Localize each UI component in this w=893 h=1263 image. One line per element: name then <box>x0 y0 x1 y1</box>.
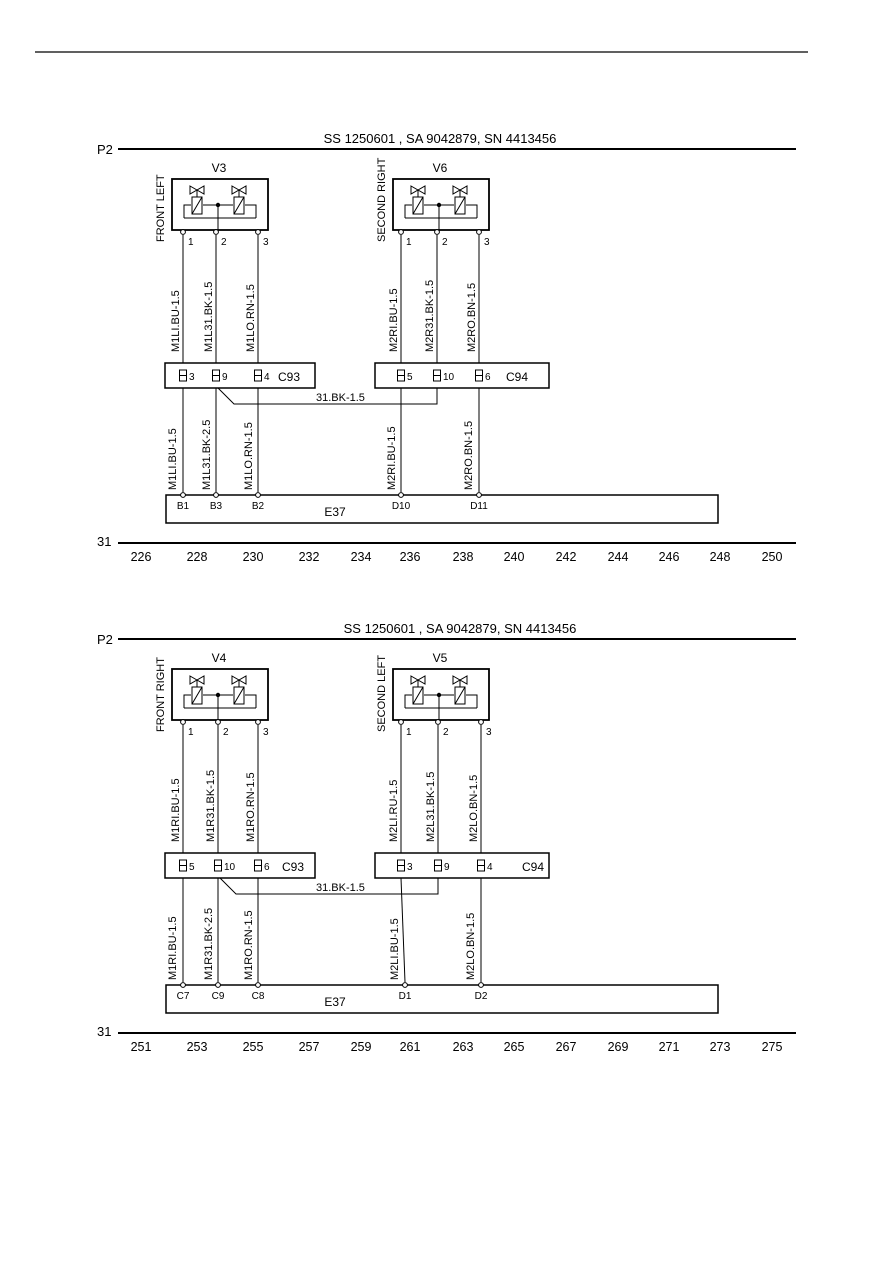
connector-pin-number: 6 <box>485 372 491 383</box>
module-pin <box>436 720 441 725</box>
connector-pin-number: 5 <box>189 862 195 873</box>
rail-bottom-label: 31 <box>97 1024 112 1039</box>
grid-scale-number: 228 <box>186 550 208 564</box>
module-name: V6 <box>432 161 448 175</box>
module-pin <box>399 720 404 725</box>
module-location-label: SECOND LEFT <box>376 654 388 732</box>
wire-label: M1RI.BU-1.5 <box>170 778 182 842</box>
grid-scale-number: 255 <box>242 1040 264 1054</box>
connector-pin-number: 10 <box>224 862 236 873</box>
e37-pin-number: C8 <box>251 991 265 1002</box>
diagram-2 <box>97 621 796 1054</box>
e37-pin <box>399 493 404 498</box>
grid-scale-number: 251 <box>130 1040 152 1054</box>
grid-scale-number: 261 <box>399 1040 421 1054</box>
grid-scale-number: 253 <box>186 1040 208 1054</box>
module-pin-number: 2 <box>221 237 227 248</box>
connector-name: C94 <box>522 860 545 874</box>
connector-name: C93 <box>278 370 301 384</box>
rail-top-label: P2 <box>97 142 113 157</box>
e37-name: E37 <box>324 995 346 1009</box>
connector-pin-number: 5 <box>407 372 413 383</box>
module-pin <box>477 230 482 235</box>
e37-pin <box>214 493 219 498</box>
wire-label: M2RI.BU-1.5 <box>386 426 398 490</box>
wire-label: M1L31.BK-1.5 <box>203 281 215 352</box>
grid-scale-number: 236 <box>399 550 421 564</box>
module-pin-number: 2 <box>442 237 448 248</box>
diagram-title: SS 1250601 , SA 9042879, SN 4413456 <box>323 131 557 146</box>
e37-pin-number: B1 <box>176 501 190 512</box>
e37-pin-number: B3 <box>209 501 223 512</box>
wire-label: M2LO.BN-1.5 <box>465 912 477 980</box>
wire-label: M1RO.RN-1.5 <box>245 772 257 842</box>
module-name: V5 <box>432 651 448 665</box>
wire-label: M1LO.RN-1.5 <box>245 284 257 352</box>
module-name: V3 <box>211 161 227 175</box>
module-pin-number: 1 <box>406 727 412 738</box>
module-pin <box>181 720 186 725</box>
e37-pin <box>479 983 484 988</box>
wire-label: M2L31.BK-1.5 <box>425 771 437 842</box>
ground-wire-label: 31.BK-1.5 <box>316 882 365 894</box>
grid-scale-number: 242 <box>555 550 577 564</box>
wire-label: M2LI.BU-1.5 <box>389 918 401 980</box>
connector-pin-number: 10 <box>443 372 455 383</box>
wire-label: M1LO.RN-1.5 <box>243 422 255 490</box>
module-pin <box>256 230 261 235</box>
module-pin-number: 1 <box>188 727 194 738</box>
grid-scale-number: 271 <box>658 1040 680 1054</box>
diagram-1 <box>97 131 796 564</box>
e37-module-box <box>166 495 718 523</box>
grid-scale-number: 226 <box>130 550 152 564</box>
wire-label: M1L31.BK-2.5 <box>201 419 213 490</box>
grid-scale-number: 263 <box>452 1040 474 1054</box>
grid-scale-number: 265 <box>503 1040 525 1054</box>
module-pin-number: 2 <box>443 727 449 738</box>
diagram-title: SS 1250601 , SA 9042879, SN 4413456 <box>343 621 577 636</box>
module-pin-number: 3 <box>263 237 269 248</box>
e37-pin <box>477 493 482 498</box>
module-location-label: FRONT LEFT <box>155 174 167 242</box>
wire-label: M1R31.BK-2.5 <box>203 907 215 980</box>
module-pin-number: 3 <box>263 727 269 738</box>
connector-pin-number: 3 <box>407 862 413 873</box>
e37-pin-number: D1 <box>398 991 412 1002</box>
connector-pin-number: 4 <box>487 862 493 873</box>
module-name: V4 <box>211 651 227 665</box>
grid-scale-number: 246 <box>658 550 680 564</box>
grid-scale-number: 238 <box>452 550 474 564</box>
e37-pin <box>181 493 186 498</box>
e37-pin <box>216 983 221 988</box>
module-pin-number: 3 <box>484 237 490 248</box>
wire-label: M1RI.BU-1.5 <box>167 916 179 980</box>
grid-scale-number: 273 <box>709 1040 731 1054</box>
module-pin <box>399 230 404 235</box>
e37-pin-number: D10 <box>391 501 411 512</box>
grid-scale-number: 244 <box>607 550 629 564</box>
wire-label: M2RO.BN-1.5 <box>466 282 478 352</box>
rail-bottom-label: 31 <box>97 534 112 549</box>
e37-pin-number: C7 <box>176 991 190 1002</box>
grid-scale-number: 250 <box>761 550 783 564</box>
grid-scale-number: 257 <box>298 1040 320 1054</box>
grid-scale-number: 267 <box>555 1040 577 1054</box>
grid-scale-number: 234 <box>350 550 372 564</box>
ground-wire-label: 31.BK-1.5 <box>316 392 365 404</box>
wire-label: M2RO.BN-1.5 <box>463 420 475 490</box>
grid-scale-number: 269 <box>607 1040 629 1054</box>
e37-pin-number: D11 <box>470 501 488 512</box>
grid-scale-number: 275 <box>761 1040 783 1054</box>
grid-scale-number: 248 <box>709 550 731 564</box>
e37-name: E37 <box>324 505 346 519</box>
e37-pin <box>256 493 261 498</box>
diagrams <box>97 131 796 1054</box>
connector-pin-number: 3 <box>189 372 195 383</box>
e37-pin <box>181 983 186 988</box>
module-pin <box>479 720 484 725</box>
e37-pin-number: D2 <box>474 991 488 1002</box>
grid-scale-number: 259 <box>350 1040 372 1054</box>
e37-pin-number: C9 <box>211 991 225 1002</box>
rail-top-label: P2 <box>97 632 113 647</box>
wire-label: M2RI.BU-1.5 <box>388 288 400 352</box>
module-pin <box>256 720 261 725</box>
e37-module-box <box>166 985 718 1013</box>
module-pin <box>214 230 219 235</box>
connector-pin-number: 4 <box>264 372 270 383</box>
grid-scale-number: 240 <box>503 550 525 564</box>
connector-name: C93 <box>282 860 305 874</box>
module-pin <box>181 230 186 235</box>
wire-label: M2LI.RU-1.5 <box>388 779 400 842</box>
wire-label: M2R31.BK-1.5 <box>424 279 436 352</box>
wire-label: M2LO.BN-1.5 <box>468 774 480 842</box>
connector-pin-number: 6 <box>264 862 270 873</box>
module-location-label: SECOND RIGHT <box>376 157 388 242</box>
e37-pin-number: B2 <box>251 501 265 512</box>
wire-label: M1LI.BU-1.5 <box>167 428 179 490</box>
module-pin <box>435 230 440 235</box>
connector-pin-number: 9 <box>444 862 450 873</box>
wire-label: M1LI.BU-1.5 <box>170 290 182 352</box>
connector-pin-number: 9 <box>222 372 228 383</box>
e37-pin <box>256 983 261 988</box>
e37-pin <box>403 983 408 988</box>
wire-label: M1RO.RN-1.5 <box>243 910 255 980</box>
module-pin-number: 1 <box>188 237 194 248</box>
grid-scale-number: 232 <box>298 550 320 564</box>
module-pin-number: 3 <box>486 727 492 738</box>
connector-name: C94 <box>506 370 529 384</box>
grid-scale-number: 230 <box>242 550 264 564</box>
module-pin-number: 2 <box>223 727 229 738</box>
module-pin-number: 1 <box>406 237 412 248</box>
module-pin <box>216 720 221 725</box>
wire-label: M1R31.BK-1.5 <box>205 769 217 842</box>
module-location-label: FRONT RIGHT <box>155 657 167 732</box>
